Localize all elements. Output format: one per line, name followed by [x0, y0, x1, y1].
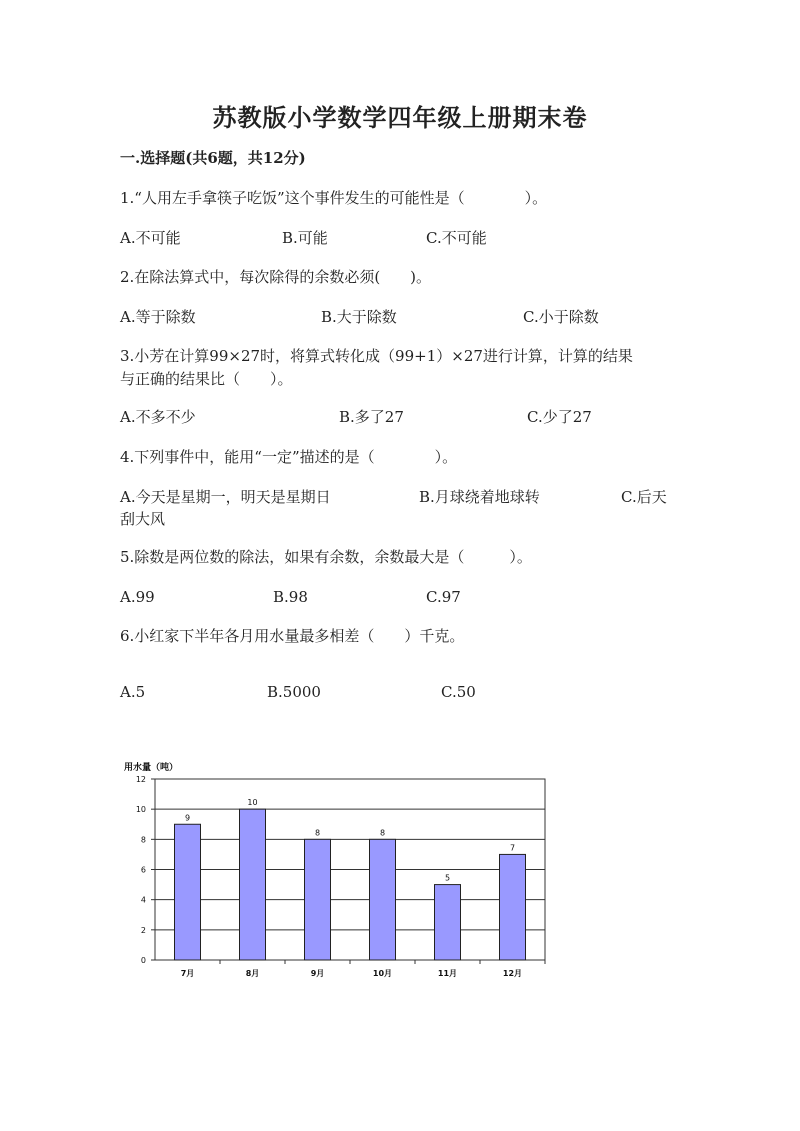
chart-data-label: 7: [509, 843, 516, 853]
chart-bar: [305, 839, 331, 960]
chart-y-tick-label: 0: [140, 956, 146, 965]
question-4-option-a: A.今天是星期一，明天是星期日: [120, 488, 331, 506]
question-1: 1.“人用左手拿筷子吃饭”这个事件发生的可能性是（ ）。: [120, 189, 548, 207]
question-6-option-a: A.5: [120, 683, 146, 701]
question-1-option-b: B.可能: [282, 229, 328, 247]
chart-x-tick-label: 8月: [245, 969, 260, 978]
question-2: 2.在除法算式中，每次除得的余数必须( )。: [120, 268, 432, 286]
question-3-line-1: 3.小芳在计算99×27时，将算式转化成（99+1）×27进行计算，计算的结果: [120, 347, 633, 365]
chart-bar: [500, 854, 526, 960]
chart-y-tick-label: 2: [140, 925, 146, 935]
chart-data-label: 5: [444, 873, 451, 883]
section-heading: 一.选择题(共6题，共12分): [120, 149, 306, 167]
chart-y-axis-label: 用水量（吨）: [124, 763, 179, 773]
question-6-option-b: B.5000: [267, 683, 321, 701]
chart-x-tick-label: 9月: [310, 969, 325, 978]
chart-x-tick-label: 12月: [502, 969, 523, 978]
chart-data-label: 8: [314, 828, 321, 838]
question-4-option-c-continued: 刮大风: [120, 510, 166, 528]
question-3-line-2: 与正确的结果比（ ）。: [120, 370, 293, 388]
question-4-option-c: C.后天: [621, 488, 667, 506]
question-2-option-b: B.大于除数: [321, 308, 397, 326]
question-5-option-a: A.99: [120, 588, 155, 606]
question-3-option-b: B.多了27: [339, 408, 404, 426]
question-6: 6.小红家下半年各月用水量最多相差（ ）千克。: [120, 627, 465, 645]
question-5-option-b: B.98: [273, 588, 308, 606]
chart-data-label: 9: [184, 813, 191, 823]
question-2-option-a: A.等于除数: [120, 308, 196, 326]
chart-y-tick-label: 8: [140, 835, 146, 845]
question-2-option-c: C.小于除数: [523, 308, 599, 326]
question-6-option-c: C.50: [441, 683, 476, 701]
chart-bar: [240, 809, 266, 960]
chart-y-tick-label: 12: [135, 775, 146, 784]
question-4-option-b: B.月球绕着地球转: [419, 488, 540, 506]
chart-bar: [370, 839, 396, 960]
question-3-option-a: A.不多不少: [120, 408, 196, 426]
chart-x-tick-label: 11月: [437, 969, 458, 978]
question-5-option-c: C.97: [426, 588, 461, 606]
chart-y-tick-label: 10: [135, 805, 146, 815]
chart-y-tick-label: 4: [140, 895, 146, 905]
question-5: 5.除数是两位数的除法，如果有余数，余数最大是（ ）。: [120, 548, 532, 566]
chart-data-label: 8: [379, 828, 386, 838]
question-1-option-c: C.不可能: [426, 229, 487, 247]
chart-x-tick-label: 7月: [180, 969, 195, 978]
question-1-option-a: A.不可能: [120, 229, 181, 247]
chart-data-label: 10: [247, 798, 258, 808]
question-3-option-c: C.少了27: [527, 408, 592, 426]
page-title: 苏教版小学数学四年级上册期末卷: [212, 103, 588, 132]
chart-bar: [175, 824, 201, 960]
chart-bar: [435, 885, 461, 960]
chart-y-tick-label: 6: [140, 865, 146, 875]
water-usage-bar-chart: [110, 755, 560, 985]
chart-x-tick-label: 10月: [372, 969, 393, 978]
question-4: 4.下列事件中，能用“一定”描述的是（ ）。: [120, 448, 458, 466]
